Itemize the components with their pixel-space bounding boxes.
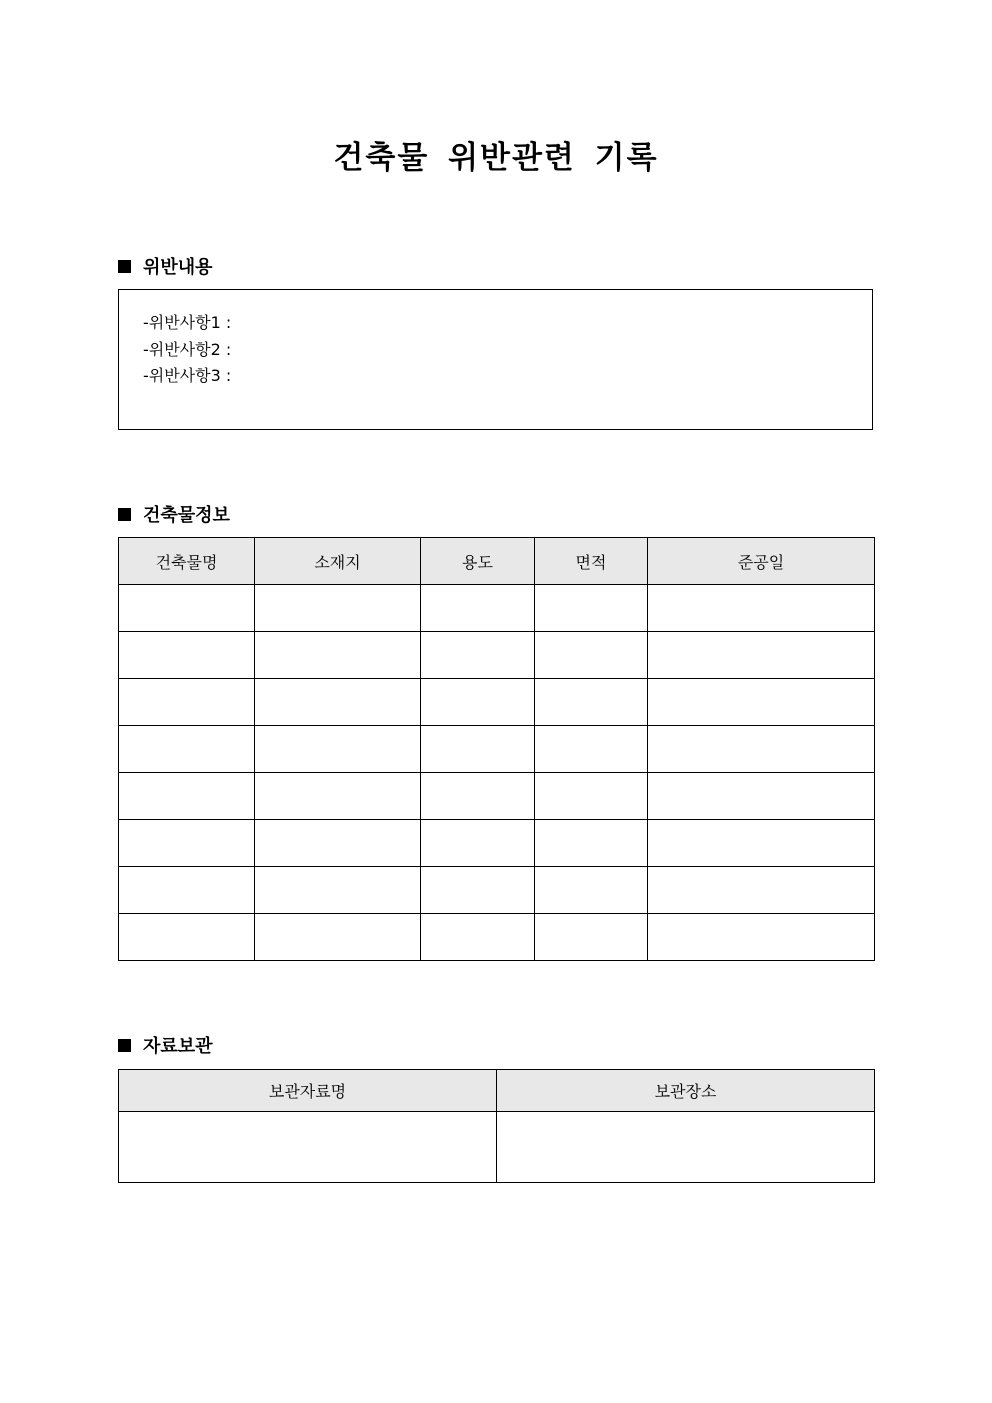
table-cell[interactable] <box>535 914 648 961</box>
violation-item-3: -위반사항3 : <box>143 366 232 385</box>
table-cell[interactable] <box>648 867 875 914</box>
table-cell[interactable] <box>255 632 421 679</box>
table-row <box>119 585 875 632</box>
table-cell[interactable] <box>648 773 875 820</box>
table-cell[interactable] <box>255 820 421 867</box>
table-cell[interactable] <box>648 585 875 632</box>
table-cell[interactable] <box>421 726 535 773</box>
table-row <box>119 632 875 679</box>
table-row <box>119 1112 875 1183</box>
table-cell[interactable] <box>421 867 535 914</box>
table-cell[interactable] <box>119 585 255 632</box>
storage-info-table <box>118 1069 875 1183</box>
table-cell[interactable] <box>535 867 648 914</box>
violation-content-box[interactable] <box>118 289 873 430</box>
table-cell[interactable] <box>119 914 255 961</box>
table-header-row <box>119 1070 875 1112</box>
table-cell[interactable] <box>119 632 255 679</box>
table-row <box>119 914 875 961</box>
column-header-material-name: 보관자료명 <box>119 1070 497 1112</box>
table-cell[interactable] <box>119 1112 497 1183</box>
table-cell[interactable] <box>535 679 648 726</box>
table-cell[interactable] <box>119 820 255 867</box>
table-cell[interactable] <box>648 914 875 961</box>
building-info-table <box>118 537 875 961</box>
table-row <box>119 726 875 773</box>
table-cell[interactable] <box>255 679 421 726</box>
table-cell[interactable] <box>421 585 535 632</box>
table-cell[interactable] <box>535 820 648 867</box>
page-title: 건축물 위반관련 기록 <box>333 140 659 176</box>
table-cell[interactable] <box>421 773 535 820</box>
table-cell[interactable] <box>255 867 421 914</box>
building-heading-label: 건축물정보 <box>143 505 230 526</box>
storage-heading-label: 자료보관 <box>143 1036 213 1057</box>
table-cell[interactable] <box>497 1112 875 1183</box>
column-header-building-name: 건축물명 <box>119 538 255 585</box>
table-cell[interactable] <box>421 679 535 726</box>
table-cell[interactable] <box>421 632 535 679</box>
square-bullet-icon <box>118 508 131 521</box>
table-cell[interactable] <box>535 585 648 632</box>
building-section-heading <box>118 501 230 527</box>
table-cell[interactable] <box>535 726 648 773</box>
column-header-area: 면적 <box>535 538 648 585</box>
table-cell[interactable] <box>648 632 875 679</box>
table-cell[interactable] <box>421 914 535 961</box>
square-bullet-icon <box>118 1039 131 1052</box>
table-cell[interactable] <box>648 679 875 726</box>
column-header-usage: 용도 <box>421 538 535 585</box>
table-cell[interactable] <box>119 867 255 914</box>
table-cell[interactable] <box>535 773 648 820</box>
table-cell[interactable] <box>255 773 421 820</box>
table-cell[interactable] <box>255 585 421 632</box>
violation-heading-label: 위반내용 <box>143 257 213 278</box>
table-row <box>119 773 875 820</box>
violation-item-1: -위반사항1 : <box>143 313 232 332</box>
table-header-row <box>119 538 875 585</box>
column-header-completion-date: 준공일 <box>648 538 875 585</box>
violation-item-2: -위반사항2 : <box>143 339 232 359</box>
table-cell[interactable] <box>421 820 535 867</box>
table-cell[interactable] <box>255 914 421 961</box>
table-row <box>119 867 875 914</box>
table-cell[interactable] <box>119 773 255 820</box>
column-header-storage-location: 보관장소 <box>497 1070 875 1112</box>
table-cell[interactable] <box>648 726 875 773</box>
storage-section-heading <box>118 1032 213 1058</box>
table-cell[interactable] <box>535 632 648 679</box>
table-cell[interactable] <box>255 726 421 773</box>
square-bullet-icon <box>118 260 131 273</box>
table-cell[interactable] <box>119 726 255 773</box>
column-header-location: 소재지 <box>255 538 421 585</box>
table-cell[interactable] <box>648 820 875 867</box>
violation-section-heading <box>118 253 213 279</box>
table-row <box>119 820 875 867</box>
table-row <box>119 679 875 726</box>
table-cell[interactable] <box>119 679 255 726</box>
